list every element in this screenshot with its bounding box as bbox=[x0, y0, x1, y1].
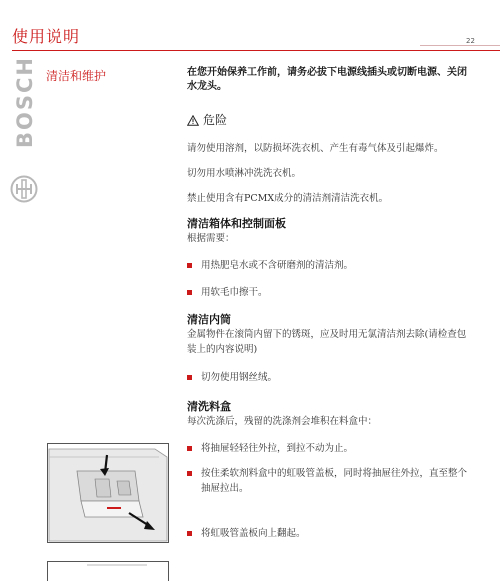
siphon-cover-illustration bbox=[47, 561, 169, 581]
list-item-text: 用软毛巾擦干。 bbox=[201, 285, 268, 300]
list-item-text: 按住柔软剂料盒中的虹吸管盖板，同时将抽屉往外拉，直至整个抽屉拉出。 bbox=[201, 466, 472, 496]
danger-item: 切勿用水喷淋冲洗洗衣机。 bbox=[187, 166, 472, 181]
danger-heading bbox=[187, 113, 472, 128]
drawer-heading: 清洗料盒 bbox=[187, 399, 472, 414]
list-item bbox=[187, 370, 472, 385]
list-item bbox=[187, 285, 472, 300]
list-item-text: 将虹吸管盖板向上翻起。 bbox=[201, 526, 306, 541]
brand-wordmark: BOSCH bbox=[13, 92, 37, 148]
bullet-square-icon bbox=[187, 471, 192, 476]
list-item-text: 切勿使用钢丝绒。 bbox=[201, 370, 277, 385]
header-accent-line bbox=[420, 45, 500, 46]
header-divider bbox=[12, 50, 500, 51]
drawer-pull-illustration bbox=[47, 443, 169, 543]
list-item-text: 将抽屉轻轻往外拉，到拉不动为止。 bbox=[201, 441, 353, 456]
safety-intro: 在您开始保养工作前，请务必拔下电源线插头或切断电源、关闭水龙头。 bbox=[187, 66, 472, 94]
cabinet-subtitle: 根据需要： bbox=[187, 231, 472, 246]
danger-item: 请勿使用溶剂，以防损坏洗衣机、产生有毒气体及引起爆炸。 bbox=[187, 141, 472, 156]
bullet-square-icon bbox=[187, 375, 192, 380]
section-label: 清洁和维护 bbox=[46, 67, 106, 84]
bullet-square-icon bbox=[187, 446, 192, 451]
warning-triangle-icon bbox=[187, 115, 199, 126]
page-number: 22 bbox=[466, 37, 475, 45]
list-item bbox=[187, 441, 472, 456]
content-column bbox=[187, 66, 472, 541]
danger-item: 禁止使用含有PCMX成分的清洁剂清洁洗衣机。 bbox=[187, 191, 472, 206]
bosch-armature-logo-icon bbox=[10, 175, 38, 203]
drum-heading: 清洁内筒 bbox=[187, 312, 472, 327]
page-title: 使用说明 bbox=[12, 24, 80, 47]
bullet-square-icon bbox=[187, 531, 192, 536]
drawer-text: 每次洗涤后，残留的洗涤剂会堆积在料盒中： bbox=[187, 414, 472, 429]
list-item-text: 用热肥皂水或不含研磨剂的清洁剂。 bbox=[201, 258, 353, 273]
danger-title: 危险 bbox=[203, 113, 227, 128]
cabinet-heading: 清洁箱体和控制面板 bbox=[187, 216, 472, 231]
bullet-square-icon bbox=[187, 263, 192, 268]
bullet-square-icon bbox=[187, 290, 192, 295]
drum-text: 金属物件在滚筒内留下的锈斑，应及时用无氯清洁剂去除(请检查包装上的内容说明) bbox=[187, 327, 472, 357]
list-item bbox=[187, 526, 472, 541]
list-item bbox=[187, 258, 472, 273]
list-item bbox=[187, 466, 472, 496]
